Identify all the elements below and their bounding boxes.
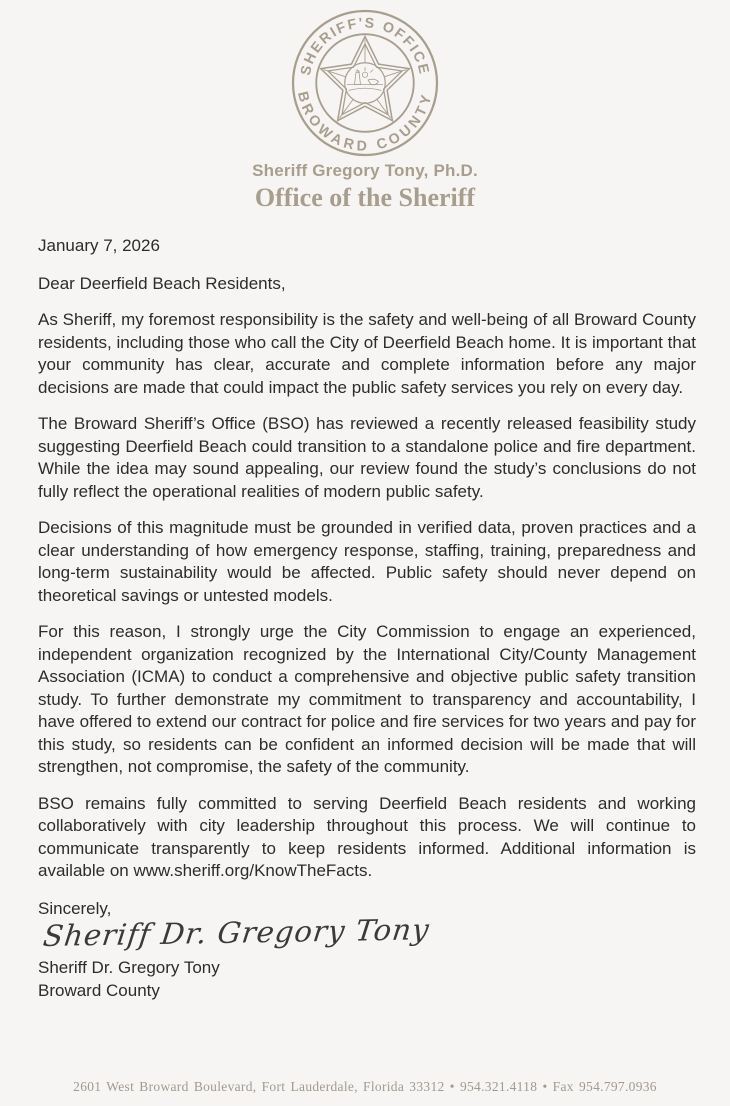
handwritten-signature: Sheriff Dr. Gregory Tony: [41, 912, 432, 953]
letter-paragraph-3: Decisions of this magnitude must be grounded in verified data, proven practices and a clear understanding of how emergency response, staffing, training, preparedness and long-term sustainability would be affected. Public safety should never depend on theoretical savings or untested models.: [38, 518, 696, 605]
sheriff-star-badge-icon: [283, 8, 447, 158]
letter-closing: Sincerely,: [38, 898, 112, 918]
letter-paragraph-2: The Broward Sheriff’s Office (BSO) has reviewed a recently released feasibility study suggesting Deerfield Beach could transition to a standalone police and fire department. While the idea may sound appealing, our review found the study’s conclusions do not fully reflect the operational realities of modern public safety.: [38, 414, 696, 501]
letterhead: [0, 0, 730, 213]
signer-name: Sheriff Dr. Gregory Tony: [38, 957, 220, 977]
sheriff-name-heading: Sheriff Gregory Tony, Ph.D.: [252, 161, 478, 180]
letterhead-footer-address: 2601 West Broward Boulevard, Fort Lauderdale, Florida 33312 • 954.321.4118 • Fax 954.797.0936: [73, 1079, 657, 1094]
badge-bottom-text: BROWARD COUNTY: [293, 89, 436, 155]
badge-lighthouse-scene: [347, 67, 383, 90]
letter-date: January 7, 2026: [38, 236, 160, 255]
letter-salutation: Dear Deerfield Beach Residents,: [38, 273, 286, 293]
signer-title: Broward County: [38, 980, 160, 1000]
office-title-heading: Office of the Sheriff: [254, 183, 476, 212]
letter-paragraph-1: As Sheriff, my foremost responsibility is the safety and well-being of all Broward County residents, including those who call the City of Deerfield Beach home. It is important that your community has clear, accurate and complete information before any major decisions are made that could impact the public safety services you rely on every day.: [38, 310, 696, 397]
letter-paragraph-5: BSO remains fully committed to serving Deerfield Beach residents and working collaboratively with city leadership throughout this process. We will continue to communicate transparently to keep residents informed. Additional information is available on www.sheriff.org/KnowTheFacts.: [38, 793, 696, 880]
letter-paragraph-4: For this reason, I strongly urge the City Commission to engage an experienced, independent organization recognized by the International City/County Management Association (ICMA) to conduct a comprehensive and objective public safety transition study. To further demonstrate my commitment to transparency and accountability, I have offered to extend our contract for police and fire services for two years and pay for this study, so residents can be confident an informed decision will be made that will strengthen, not compromise, the safety of the community.: [38, 622, 696, 776]
badge-top-text: SHERIFF'S OFFICE: [297, 15, 433, 77]
badge-container: [0, 8, 730, 158]
svg-text:BROWARD COUNTY: [294, 90, 436, 155]
signer-block: [38, 956, 696, 1002]
letter-body: [0, 235, 730, 1002]
